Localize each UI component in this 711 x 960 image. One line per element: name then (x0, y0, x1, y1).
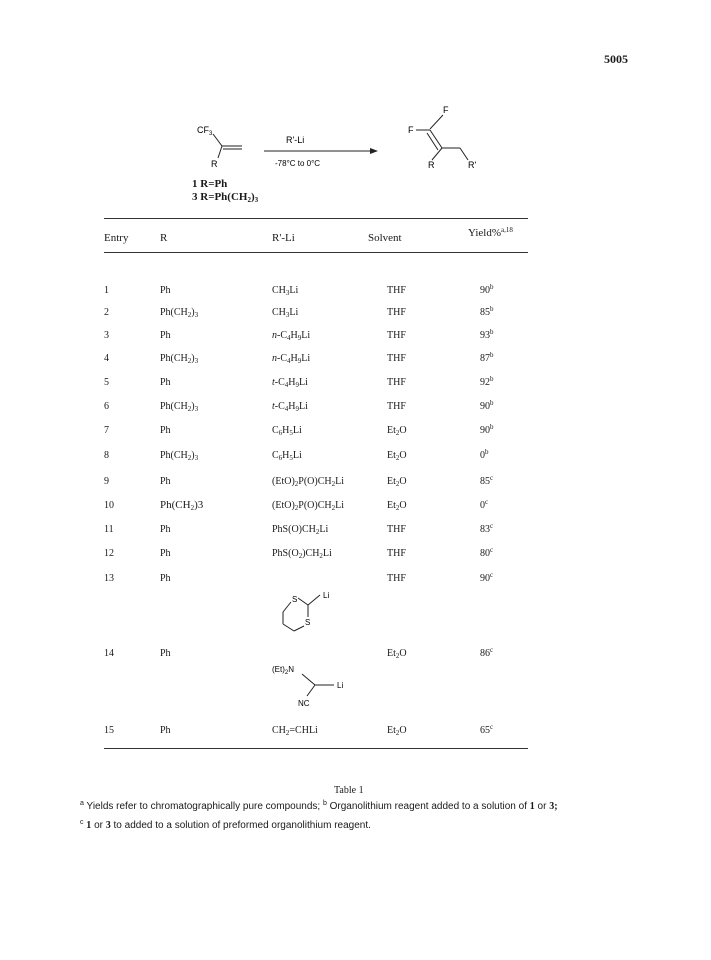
table-row-r: Ph (160, 524, 171, 535)
table-row-entry: 1 (104, 285, 109, 296)
table-row-r: $Ph(CH_2)3$ (160, 499, 204, 512)
table-row-entry: 15 (104, 725, 114, 736)
table-row-r: Ph (160, 330, 171, 341)
header-yield: Yield%$^{a,18}$ (468, 226, 513, 239)
table-row-solvent: THF (387, 307, 406, 318)
table-row-entry: 2 (104, 307, 109, 318)
page-number: 5005 (604, 52, 628, 66)
table-row-rli: $t-C_4H_9Li$ (272, 377, 308, 389)
table-row-solvent: $Et_2O$ (387, 450, 407, 462)
compound-3-caption: 3 $R=Ph(CH_2)_3$ (192, 191, 259, 204)
product-f-top: F (443, 105, 449, 115)
product-rprime-label: R' (468, 160, 477, 170)
table-row-solvent: THF (387, 377, 406, 388)
table-row-solvent: THF (387, 401, 406, 412)
table-row-yield: 0$^b$ (480, 448, 489, 461)
table-row-rli: $(EtO)_2P(O)CH_2Li$ (272, 476, 345, 488)
table-row-yield: 0$^c$ (480, 498, 489, 511)
table-row-r: $Ph(CH_2)_3$ (160, 353, 199, 365)
table-row-entry: 7 (104, 425, 109, 436)
table-row-yield: 80$^c$ (480, 546, 494, 559)
table-caption: Table 1 (334, 785, 364, 796)
table-row-r: Ph (160, 377, 171, 388)
reaction-scheme (170, 100, 530, 230)
table-row-entry: 6 (104, 401, 109, 412)
table-row-solvent: THF (387, 524, 406, 535)
table-row-rli: $CH_3Li$ (272, 285, 299, 297)
table-row-r: $Ph(CH_2)_3$ (160, 307, 199, 319)
reactant-r-label: R (211, 159, 218, 169)
dithiane-li: Li (323, 591, 330, 600)
table-row-solvent: THF (387, 573, 406, 584)
table-row-r: Ph (160, 548, 171, 559)
table-row-yield: 90$^b$ (480, 283, 494, 296)
aminonitrile-structure (270, 660, 360, 710)
table-row-rli: $n-C_4H_9Li$ (272, 353, 311, 365)
table-row-yield: 87$^b$ (480, 351, 494, 364)
table-row-r: $Ph(CH_2)_3$ (160, 450, 199, 462)
conditions-label: -78°C to 0°C (275, 159, 321, 168)
table-header-rule (104, 252, 528, 253)
table-row-rli: $CH_2=CHLi$ (272, 725, 318, 737)
table-row-r: $Ph(CH_2)_3$ (160, 401, 199, 413)
table-row-r: Ph (160, 573, 171, 584)
dithiane-s1: S (292, 595, 298, 604)
footnote-ab: $^a$ Yields refer to chromatographically pure compounds; $^b$ Organolithium reagent added to a solution of 1 or 3; (80, 800, 558, 812)
table-row-r: Ph (160, 648, 171, 659)
table-row-rli: $(EtO)_2P(O)CH_2Li$ (272, 500, 345, 512)
dithiane-structure (270, 588, 340, 638)
table-row-solvent: THF (387, 330, 406, 341)
header-r: R (160, 232, 168, 244)
table-row-solvent: $Et_2O$ (387, 648, 407, 660)
reactant-cf3-label: $CF_3$ (197, 125, 213, 137)
product-r-label: R (428, 160, 435, 170)
table-row-yield: 93$^b$ (480, 328, 494, 341)
table-row-yield: 85$^b$ (480, 305, 494, 318)
table-row-solvent: $Et_2O$ (387, 476, 407, 488)
table-row-solvent: $Et_2O$ (387, 725, 407, 737)
table-row-solvent: THF (387, 353, 406, 364)
table-row-entry: 8 (104, 450, 109, 461)
table-row-rli: $n-C_4H_9Li$ (272, 330, 311, 342)
aminonitrile-amine: $(Et)_2N$ (272, 665, 295, 676)
table-row-entry: 11 (104, 524, 114, 535)
table-row-entry: 14 (104, 648, 114, 659)
table-row-entry: 4 (104, 353, 109, 364)
table-row-entry: 12 (104, 548, 114, 559)
table-row-entry: 3 (104, 330, 109, 341)
header-entry: Entry (104, 232, 129, 244)
table-row-r: Ph (160, 285, 171, 296)
table-row-entry: 10 (104, 500, 114, 511)
table-row-rli: $C_6H_5Li$ (272, 450, 302, 462)
table-row-rli: $C_6H_5Li$ (272, 425, 302, 437)
footnote-c: $^c$ 1 or 3 to added to a solution of preformed organolithium reagent. (80, 819, 371, 831)
table-row-rli: $t-C_4H_9Li$ (272, 401, 308, 413)
header-solvent: Solvent (368, 232, 402, 244)
table-row-yield: 90$^c$ (480, 571, 494, 584)
table-row-entry: 5 (104, 377, 109, 388)
table-row-entry: 9 (104, 476, 109, 487)
aminonitrile-nc: NC (298, 699, 310, 708)
compound-1-caption: 1 R=Ph (192, 178, 228, 190)
table-row-entry: 13 (104, 573, 114, 584)
table-row-r: Ph (160, 476, 171, 487)
aminonitrile-li: Li (337, 681, 344, 690)
header-rli: R'-Li (272, 232, 295, 244)
table-row-rli: $CH_3Li$ (272, 307, 299, 319)
table-top-rule (104, 218, 528, 219)
table-row-solvent: THF (387, 285, 406, 296)
table-row-solvent: $Et_2O$ (387, 425, 407, 437)
table-bottom-rule (104, 748, 528, 749)
table-row-yield: 83$^c$ (480, 522, 494, 535)
table-row-solvent: THF (387, 548, 406, 559)
table-row-yield: 65$^c$ (480, 723, 494, 736)
table-row-yield: 92$^b$ (480, 375, 494, 388)
reagent-label: R'-Li (286, 135, 305, 145)
dithiane-s2: S (305, 618, 311, 627)
table-row-yield: 86$^c$ (480, 646, 494, 659)
table-row-yield: 90$^b$ (480, 423, 494, 436)
product-f-left: F (408, 125, 414, 135)
table-row-yield: 85$^c$ (480, 474, 494, 487)
table-row-r: Ph (160, 725, 171, 736)
table-row-r: Ph (160, 425, 171, 436)
table-row-yield: 90$^b$ (480, 399, 494, 412)
table-row-rli: $PhS(O_2)CH_2Li$ (272, 548, 332, 560)
table-row-rli: $PhS(O)CH_2Li$ (272, 524, 329, 536)
table-row-solvent: $Et_2O$ (387, 500, 407, 512)
